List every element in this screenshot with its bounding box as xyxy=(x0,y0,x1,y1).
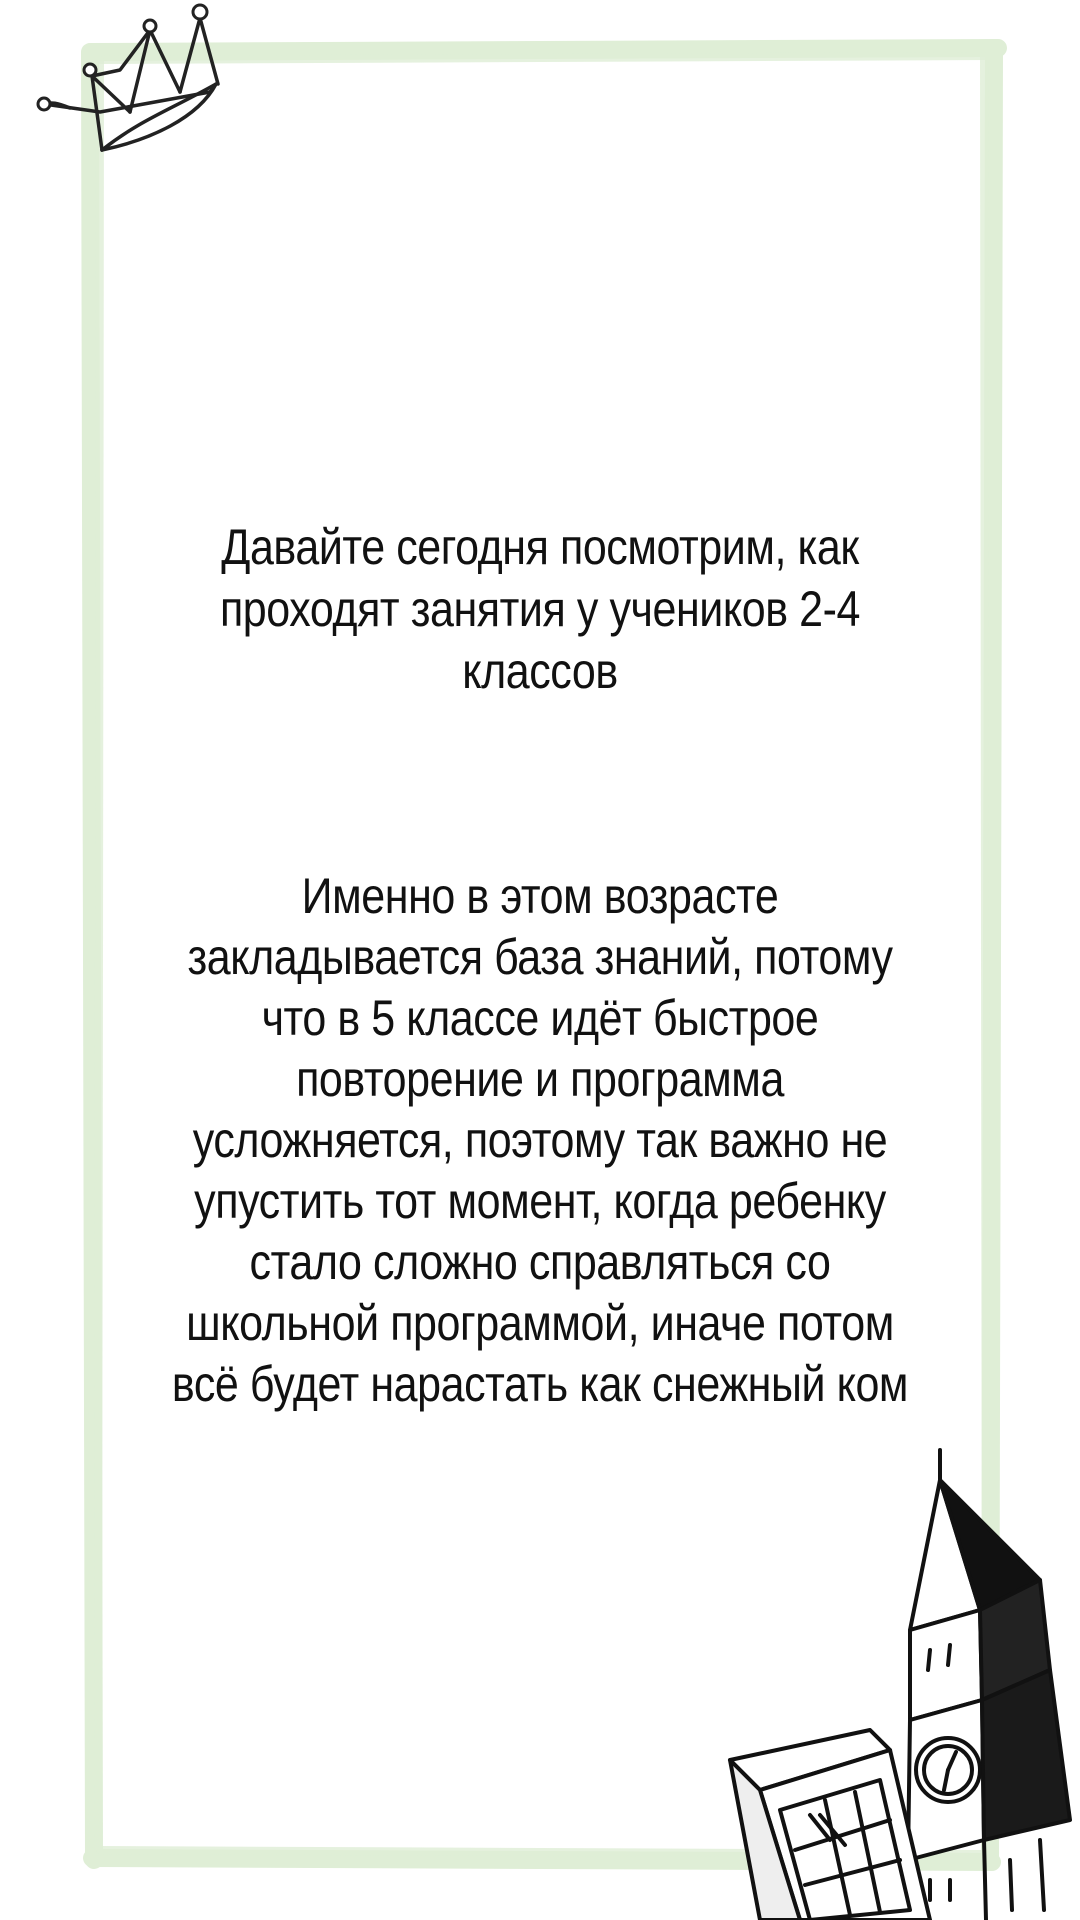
body-text: Именно в этом возрасте закладывается база знаний, потому что в 5 классе идёт быстрое повторение и программа усложняется, поэтому так важно не упустить тот момент, когда ребенку стало сложно справляться со школьной программой, иначе потом всё будет нарастать как снежный ком xyxy=(171,868,909,1412)
intro-text: Давайте сегодня посмотрим, как проходят занятия у учеников 2-4 классов xyxy=(219,519,861,699)
clock-tower-illustration xyxy=(900,1440,1080,1920)
crown-icon xyxy=(30,0,230,170)
phone-booth-illustration xyxy=(720,1720,950,1920)
